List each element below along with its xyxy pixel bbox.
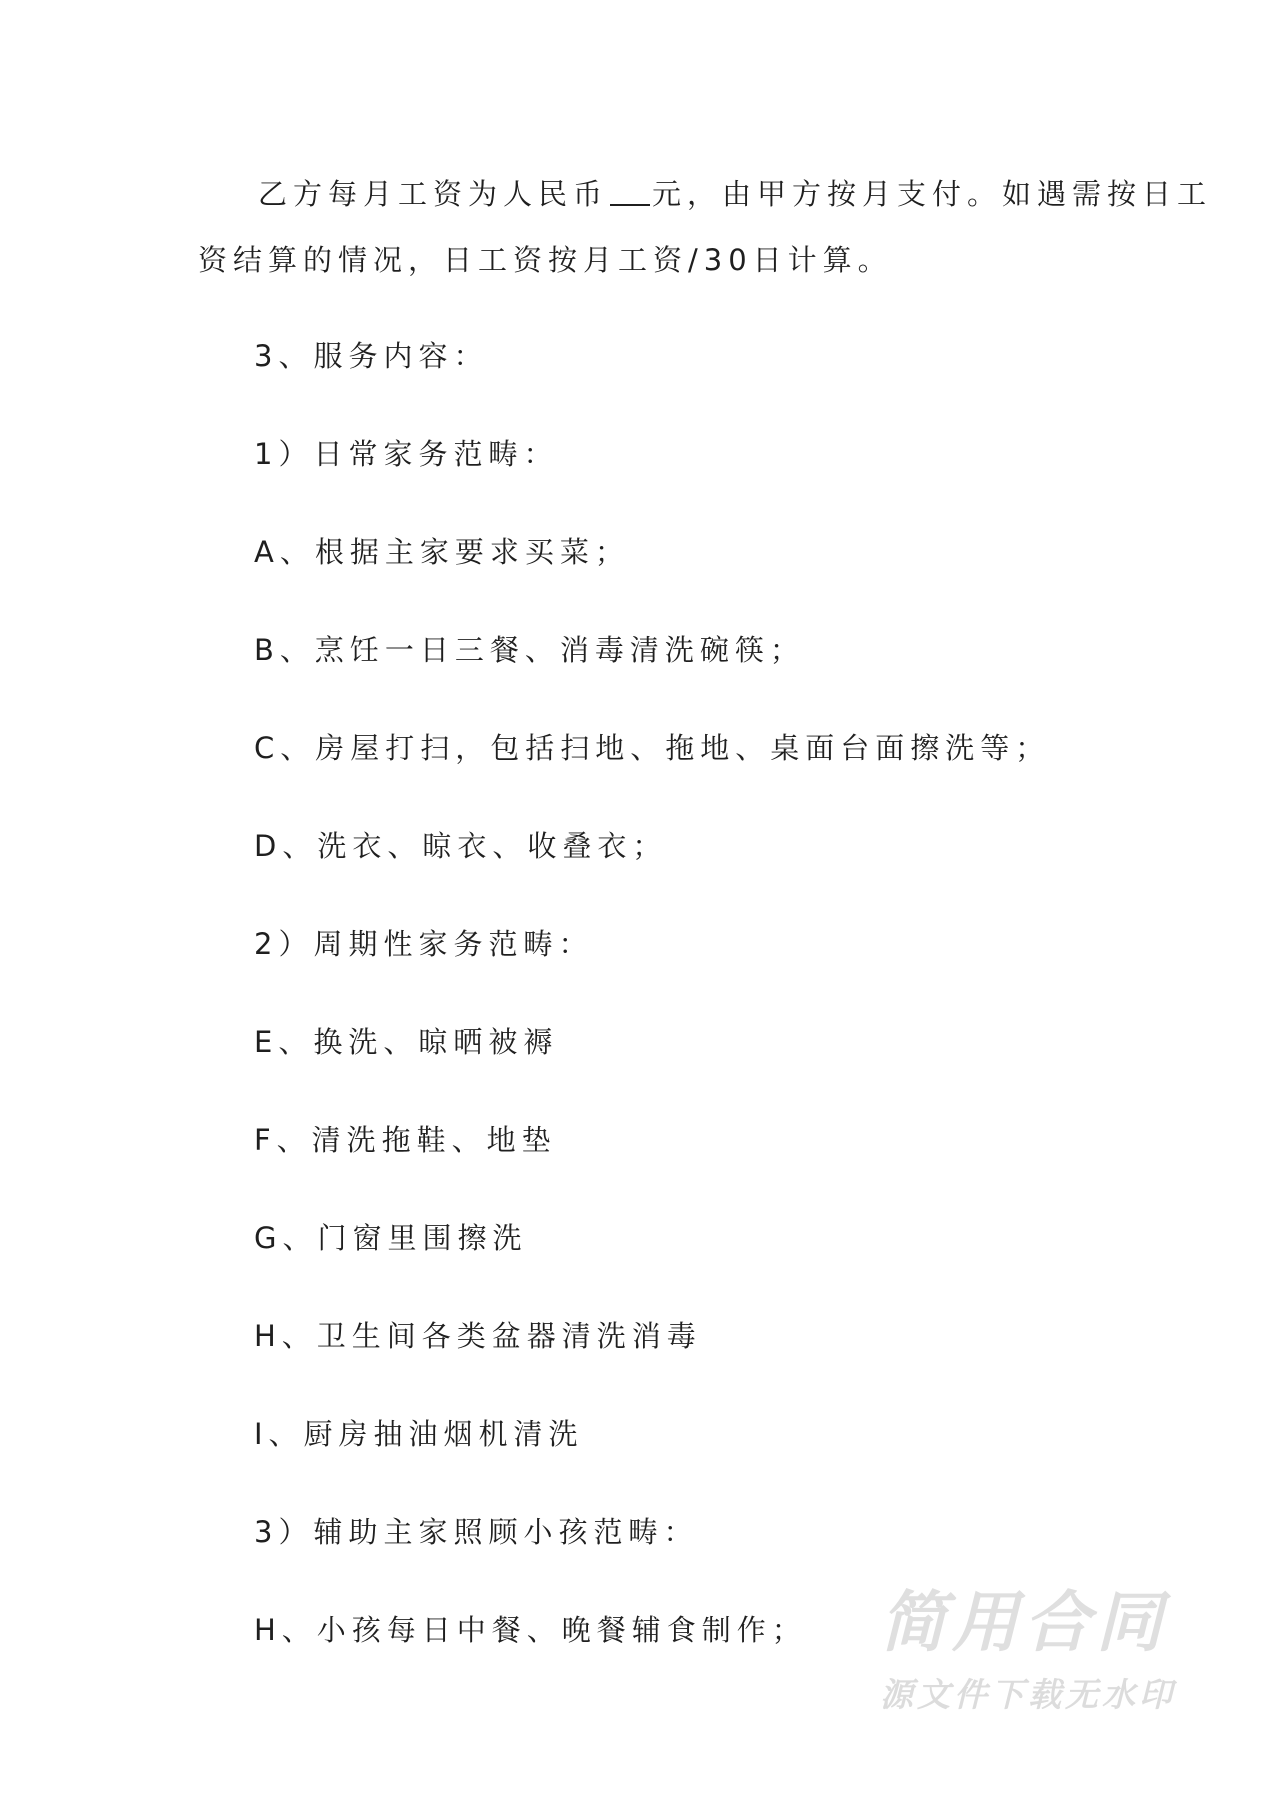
list-item: C、房屋打扫，包括扫地、拖地、桌面台面擦洗等；: [254, 731, 1051, 765]
list-item: H、小孩每日中餐、晚餐辅食制作；: [254, 1613, 807, 1647]
list-item: D、洗衣、晾衣、收叠衣；: [254, 829, 668, 863]
watermark-subtitle: 源文件下载无水印: [880, 1675, 1176, 1714]
section-heading: 3、服务内容：: [254, 339, 489, 373]
list-item: I、厨房抽油烟机清洗: [254, 1417, 584, 1451]
list-item: A、根据主家要求买菜；: [254, 535, 630, 569]
list-item: E、换洗、晾晒被褥: [254, 1025, 559, 1059]
list-item: H、卫生间各类盆器清洗消毒: [254, 1319, 702, 1353]
subsection-heading: 3）辅助主家照顾小孩范畴：: [254, 1515, 699, 1549]
salary-blank: [610, 178, 650, 206]
salary-text-before: 乙方每月工资为人民币: [258, 177, 609, 211]
list-item: F、清洗拖鞋、地垫: [254, 1123, 557, 1157]
salary-text-after: 元，由甲方按月支付。如遇需按日工: [652, 177, 1213, 211]
list-item: G、门窗里围擦洗: [254, 1221, 528, 1255]
watermark-title: 简用合同: [880, 1584, 1168, 1661]
watermark: [880, 1584, 1200, 1740]
paragraph-line-1: [258, 178, 1212, 209]
paragraph-line-2: 资结算的情况，日工资按月工资/30日计算。: [198, 243, 893, 277]
subsection-heading: 1）日常家务范畴：: [254, 437, 559, 471]
list-item: B、烹饪一日三餐、消毒清洗碗筷；: [254, 633, 805, 667]
subsection-heading: 2）周期性家务范畴：: [254, 927, 594, 961]
